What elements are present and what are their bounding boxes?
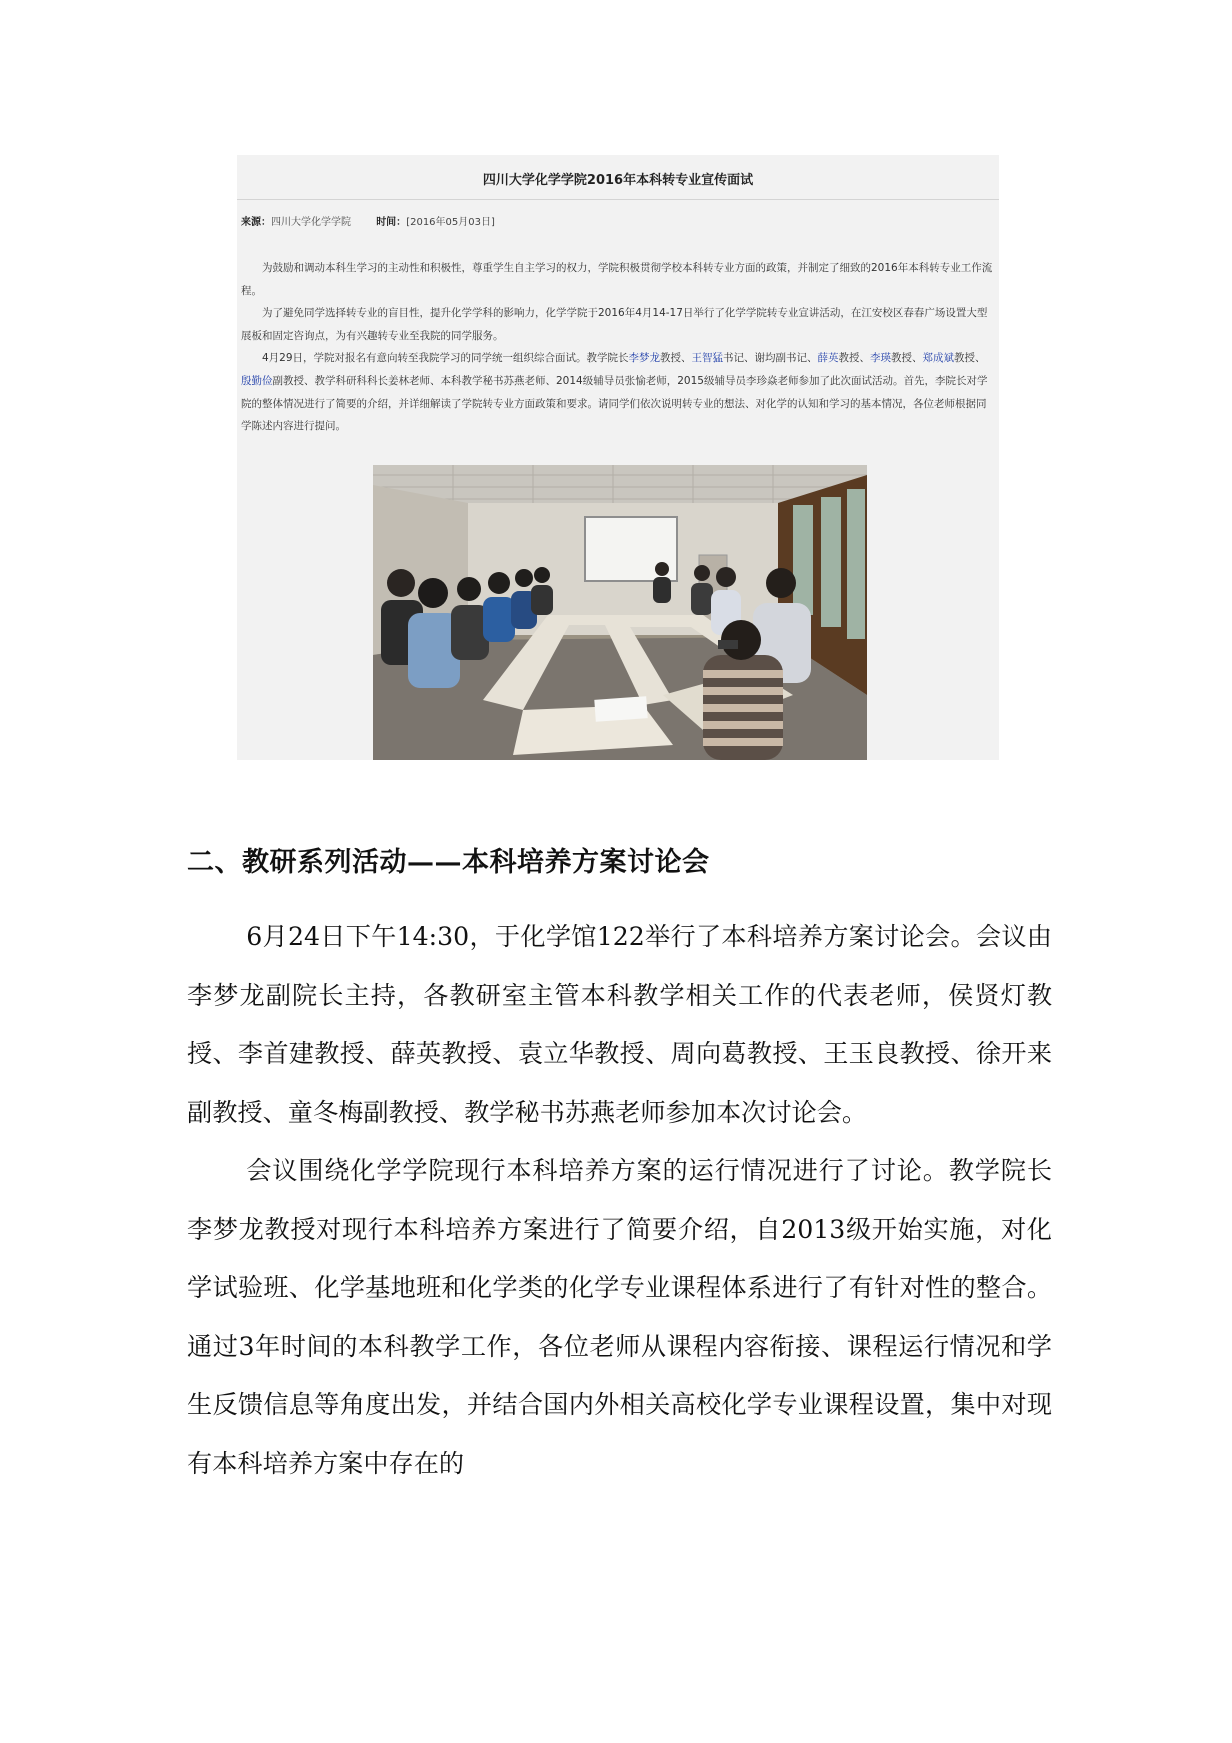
person-link[interactable]: 李梦龙 [628,352,661,365]
news-meta [241,213,517,228]
person-link[interactable]: 李瑛 [870,352,892,365]
body-paragraph-1: 6月24日下午14:30，于化学馆122举行了本科培养方案讨论会。会议由李梦龙副院长主持，各教研室主管本科教学相关工作的代表老师，侯贤灯教授、李首建教授、薛英教授、袁立华教授、周向葛教授、王玉良教授、徐开来副教授、童冬梅副教授、教学秘书苏燕老师参加本次讨论会。 [187,922,1052,1127]
news-body [241,257,993,438]
meeting-photo [373,465,867,760]
news-paragraph-2: 为了避免同学选择转专业的盲目性，提升化学学科的影响力，化学学院于2016年4月14-17日举行了化学学院转专业宣讲活动，在江安校区春春广场设置大型展板和固定咨询点，为有兴趣转专业至我院的同学服务。 [241,307,988,342]
section-body [187,908,1052,1493]
person-link[interactable]: 郑成斌 [922,352,955,365]
news-title-divider [237,199,999,200]
section-heading: 二、教研系列活动——本科培养方案讨论会 [187,847,710,878]
text: 教授、 [891,352,923,365]
text: 教授、 [838,352,871,365]
text: 副教授、教学科研科科长姜林老师、本科教学秘书苏燕老师、2014级辅导员张愉老师，2015级辅导员李珍焱老师参加了此次面试活动。首先，李院长对学院的整体情况进行了简要的介绍，并详细解读了学院转专业方面政策和要求。请同学们依次说明转专业的想法、对化学的认知和学习的基本情况，各位老师根据同学陈述内容进行提问。 [241,374,988,433]
news-screenshot [237,155,999,760]
time-value: [2016年05月03日] [406,217,495,228]
person-link[interactable]: 王智猛 [691,352,724,365]
source-label: 来源： [241,217,271,228]
news-paragraph-3 [241,347,993,437]
time-label: 时间： [376,217,407,228]
person-link[interactable]: 薛英 [817,352,839,365]
source-value: 四川大学化学学院 [271,217,351,228]
text: 4月29日，学院对报名有意向转至我院学习的同学统一组织综合面试。教学院长 [262,352,629,365]
body-paragraph-2: 会议围绕化学学院现行本科培养方案的运行情况进行了讨论。教学院长李梦龙教授对现行本科培养方案进行了简要介绍，自2013级开始实施，对化学试验班、化学基地班和化学类的化学专业课程体系进行了有针对性的整合。通过3年时间的本科教学工作，各位老师从课程内容衔接、课程运行情况和学生反馈信息等角度出发，并结合国内外相关高校化学专业课程设置，集中对现有本科培养方案中存在的 [187,1156,1052,1478]
text: 教授、 [660,352,692,365]
text: 教授、 [954,352,986,365]
news-paragraph-1: 为鼓励和调动本科生学习的主动性和积极性，尊重学生自主学习的权力，学院积极贯彻学校本科转专业方面的政策，并制定了细致的2016年本科转专业工作流程。 [241,262,993,297]
person-link[interactable]: 殷勤俭 [241,374,273,387]
news-title: 四川大学化学学院2016年本科转专业宣传面试 [482,173,754,188]
text: 书记、谢均副书记、 [723,352,818,365]
